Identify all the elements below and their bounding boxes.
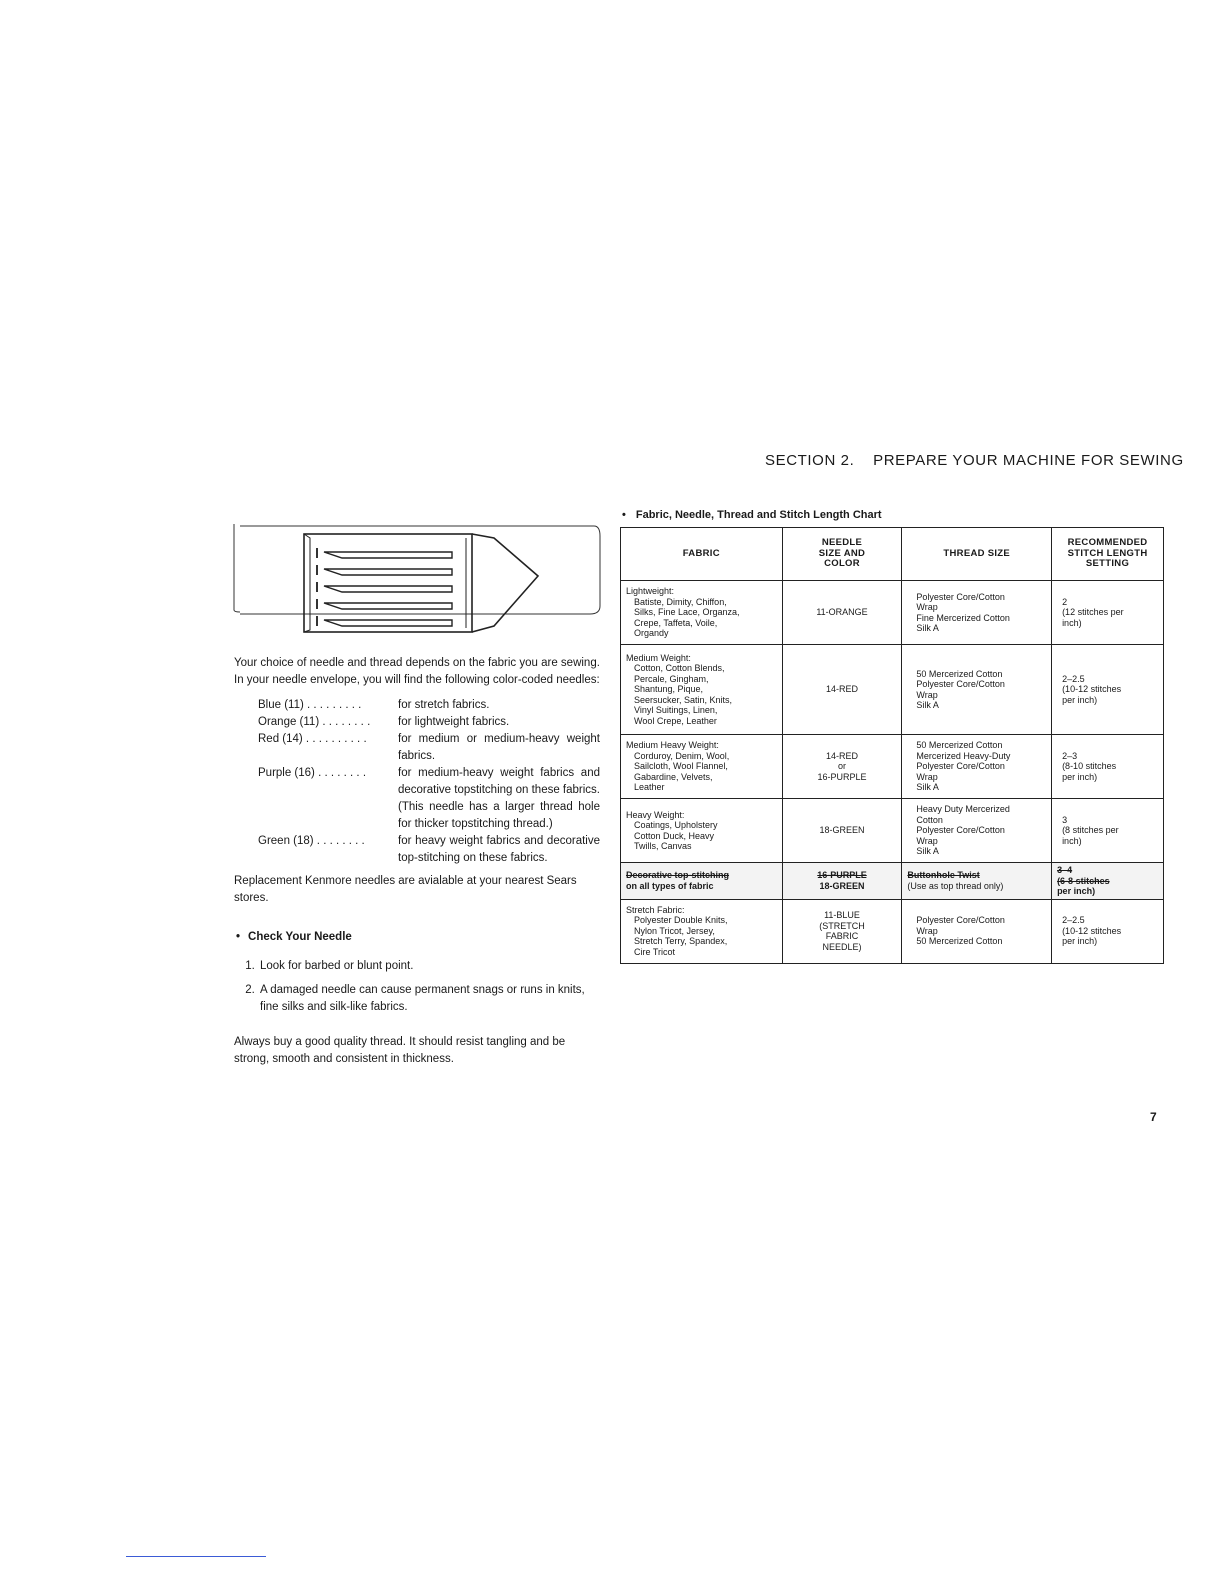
needle-desc: for medium or medium-heavy weight fabrics. (398, 733, 600, 762)
fabric-cell: Heavy Weight: Coatings, Upholstery Cotton Duck, Heavy Twills, Canvas (621, 799, 783, 863)
needle-envelope-icon (232, 522, 602, 650)
thread-cell: 50 Mercerized Cotton Polyester Core/Cotton Wrap Silk A (902, 645, 1052, 735)
header-thread: THREAD SIZE (902, 528, 1052, 581)
chart-row-lightweight (621, 581, 1164, 645)
section-number: SECTION 2. (765, 452, 855, 469)
section-header (765, 452, 1185, 469)
thread-cell: Polyester Core/Cotton Wrap Fine Mercerized Cotton Silk A (902, 581, 1052, 645)
footer-rule (126, 1556, 266, 1557)
stitch-cell: 2–3 (8-10 stitches per inch) (1052, 735, 1164, 799)
page-number: 7 (1150, 1110, 1157, 1124)
needle-cell: 14-RED (782, 645, 902, 735)
needle-term: Purple (16) . . . . . . . . (258, 767, 367, 779)
chart-row-medium-heavy (621, 735, 1164, 799)
needle-term: Blue (11) . . . . . . . . . (258, 699, 362, 711)
needle-row-green (258, 833, 600, 867)
chart-title: • Fabric, Needle, Thread and Stitch Length Chart (622, 509, 882, 521)
stitch-cell: 2–2.5 (10-12 stitches per inch) (1052, 645, 1164, 735)
needle-envelope-illustration (232, 522, 602, 650)
needle-desc: for stretch fabrics. (398, 699, 490, 711)
chart-row-stretch (621, 899, 1164, 963)
stitch-cell: 3 (8 stitches per inch) (1052, 799, 1164, 863)
intro-paragraph-2: In your needle envelope, you will find the following color-coded needles: (234, 674, 600, 686)
needle-term: Red (14) . . . . . . . . . . (258, 733, 367, 745)
fabric-cell: Medium Weight: Cotton, Cotton Blends, Percale, Gingham, Shantung, Pique, Seersucker, Satin, Knits, Vinyl Suitings, Linen, Wool Crepe, Leather (621, 645, 783, 735)
section-title: PREPARE YOUR MACHINE FOR SEWING (873, 452, 1184, 469)
fabric-cell: Medium Heavy Weight: Corduroy, Denim, Wool, Sailcloth, Wool Flannel, Gabardine, Velvets, Leather (621, 735, 783, 799)
replacement-note: Replacement Kenmore needles are avialable at your nearest Sears stores. (234, 875, 577, 904)
chart-row-heavy (621, 799, 1164, 863)
stitch-cell: 3–4 (6-8 stitches per inch) (1052, 863, 1164, 900)
needle-term: Orange (11) . . . . . . . . (258, 716, 371, 728)
thread-cell: 50 Mercerized Cotton Mercerized Heavy-Duty Polyester Core/Cotton Wrap Silk A (902, 735, 1052, 799)
chart-header-row (621, 528, 1164, 581)
needle-cell: 11-BLUE (STRETCH FABRIC NEEDLE) (782, 899, 902, 963)
check-needle-list (234, 958, 600, 1016)
needle-cell: 18-GREEN (782, 799, 902, 863)
thread-cell: Polyester Core/Cotton Wrap 50 Mercerized Cotton (902, 899, 1052, 963)
chart-row-medium (621, 645, 1164, 735)
fabric-cell: Decorative top-stitching on all types of fabric (621, 863, 783, 900)
needle-row-orange (258, 714, 600, 731)
check-item-2: 2. A damaged needle can cause permanent snags or runs in knits, fine silks and silk-like fabrics. (258, 982, 600, 1016)
stitch-cell: 2–2.5 (10-12 stitches per inch) (1052, 899, 1164, 963)
needle-desc: for lightweight fabrics. (398, 716, 510, 728)
needle-row-purple (258, 765, 600, 833)
needle-list (258, 697, 600, 867)
check-item-1: 1. Look for barbed or blunt point. (258, 958, 600, 975)
chart-row-decorative (621, 863, 1164, 900)
header-fabric: FABRIC (621, 528, 783, 581)
header-stitch: RECOMMENDED STITCH LENGTH SETTING (1052, 528, 1164, 581)
fabric-needle-thread-chart (620, 527, 1164, 964)
needle-term: Green (18) . . . . . . . . (258, 835, 365, 847)
needle-row-red (258, 731, 600, 765)
needle-cell: 11-ORANGE (782, 581, 902, 645)
fabric-cell: Stretch Fabric: Polyester Double Knits, Nylon Tricot, Jersey, Stretch Terry, Spandex, Cire Tricot (621, 899, 783, 963)
needle-cell: 16-PURPLE 18-GREEN (782, 863, 902, 900)
thread-cell: Buttonhole Twist (Use as top thread only) (902, 863, 1052, 900)
needle-desc: for heavy weight fabrics and decorative top-stitching on these fabrics. (398, 835, 600, 864)
intro-paragraph-1: Your choice of needle and thread depends on the fabric you are sewing. (234, 657, 600, 669)
header-needle: NEEDLE SIZE AND COLOR (782, 528, 902, 581)
fabric-cell: Lightweight: Batiste, Dimity, Chiffon, Silks, Fine Lace, Organza, Crepe, Taffeta, Voile, Organdy (621, 581, 783, 645)
check-needle-heading: • Check Your Needle (234, 929, 600, 946)
needle-desc: for medium-heavy weight fabrics and decorative topstitching on these fabrics. (This needle has a larger thread hole for thicker topstitching thread.) (398, 767, 601, 830)
thread-cell: Heavy Duty Mercerized Cotton Polyester Core/Cotton Wrap Silk A (902, 799, 1052, 863)
thread-quality-note: Always buy a good quality thread. It should resist tangling and be strong, smooth and consistent in thickness. (234, 1036, 566, 1065)
needle-row-blue (258, 697, 600, 714)
left-column (234, 655, 600, 1068)
stitch-cell: 2 (12 stitches per inch) (1052, 581, 1164, 645)
needle-cell: 14-RED or 16-PURPLE (782, 735, 902, 799)
